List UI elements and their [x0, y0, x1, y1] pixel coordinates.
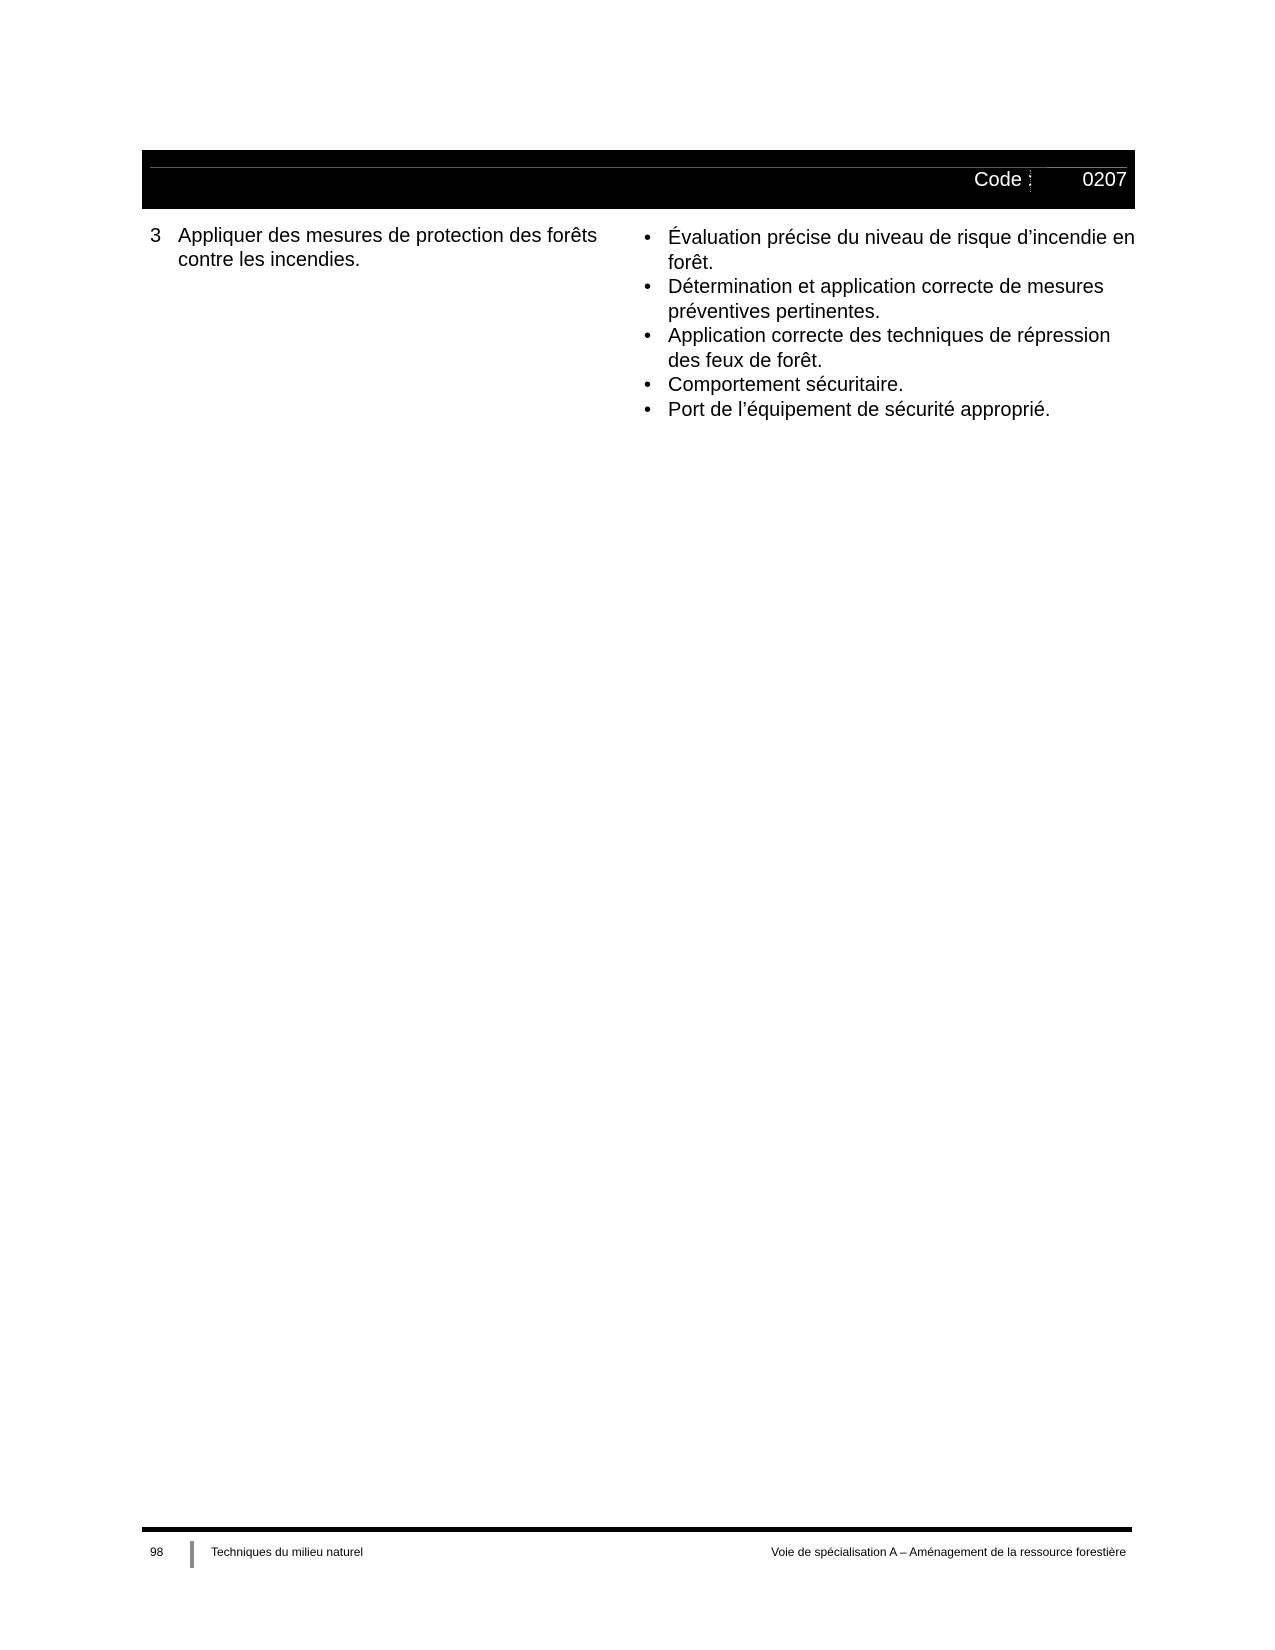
- criteria-item: [642, 398, 1142, 423]
- criteria-item: [642, 324, 1142, 373]
- criteria-list: [642, 226, 1142, 422]
- code-label: Code :: [974, 169, 1033, 191]
- code-value: 0207: [1082, 169, 1127, 191]
- criteria-item: [642, 226, 1142, 275]
- criteria-item: [642, 373, 1142, 398]
- criteria-column: [642, 226, 1142, 422]
- header-bar: [142, 150, 1135, 209]
- bullet-icon: •: [644, 276, 652, 298]
- footer-specialization-title: Voie de spécialisation A – Aménagement de la ressource forestière: [771, 1545, 1126, 1559]
- criteria-text: Application correcte des techniques de répression des feux de forêt.: [668, 325, 1111, 372]
- footer-rule: [142, 1527, 1132, 1532]
- footer-program-title: Techniques du milieu naturel: [211, 1545, 364, 1559]
- criteria-item: [642, 275, 1142, 324]
- footer-separator: [190, 1541, 194, 1568]
- bullet-icon: •: [644, 374, 652, 396]
- header-separator: [1030, 170, 1032, 192]
- element-text: Appliquer des mesures de protection des forêts contre les incendies.: [178, 225, 598, 271]
- header-rule: [150, 167, 1127, 168]
- criteria-text: Comportement sécuritaire.: [668, 374, 904, 396]
- bullet-icon: •: [644, 325, 652, 347]
- criteria-text: Port de l’équipement de sécurité approprié.: [668, 398, 1051, 421]
- criteria-text: Détermination et application correcte de mesures préventives pertinentes.: [668, 276, 1104, 323]
- element-number: 3: [150, 225, 162, 247]
- page-number: 98: [150, 1545, 164, 1559]
- bullet-icon: •: [644, 398, 652, 421]
- bullet-icon: •: [644, 227, 652, 249]
- header-cell-line: [1047, 167, 1127, 168]
- criteria-text: Évaluation précise du niveau de risque d’incendie en forêt.: [668, 227, 1135, 274]
